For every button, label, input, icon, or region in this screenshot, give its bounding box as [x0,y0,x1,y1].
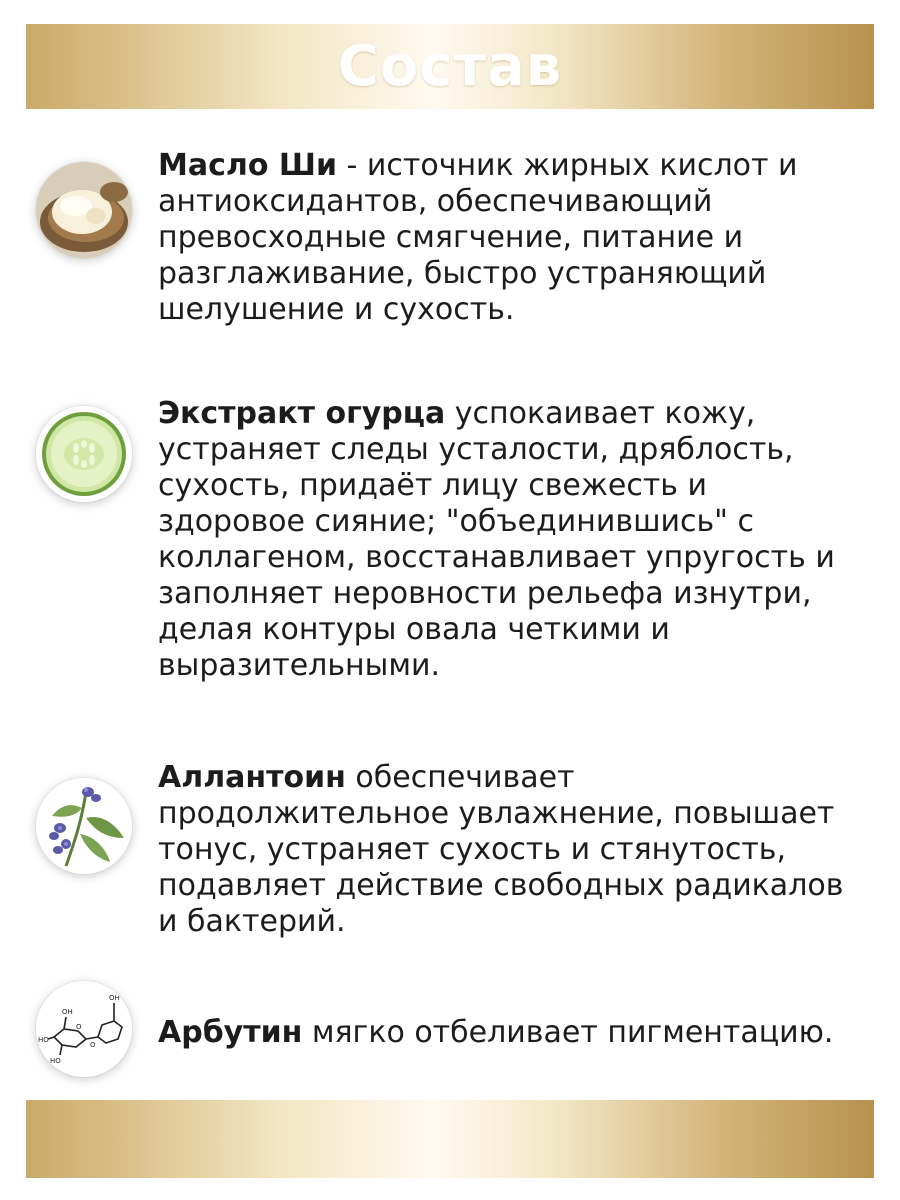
molecule-label-ho-2: HO [50,1057,61,1065]
ingredient-name: Масло Ши [158,148,337,183]
ingredient-text: обеспечивает продолжительное увлажнение, повышает тонус, устраняет сухость и стянутость, подавляет действие свободных радикалов и бактерий. [158,760,844,939]
footer-banner [26,1100,874,1178]
ingredient-text: успокаивает кожу, устраняет следы усталости, дряблость, сухость, придаёт лицу свежесть и здоровое сияние; "объединившись" с коллагеном, восстанавливает упругость и заполняет неровности рельефа изнутри, делая контуры овала четкими и выразительными. [158,396,835,683]
molecule-label-ho: HO [38,1036,49,1044]
shea-butter-icon [36,162,132,258]
ingredient-text: - источник жирных кислот и антиоксидантов, обеспечивающий превосходные смягчение, питание и разглаживание, быстро устраняющий шелушение и сухость. [158,148,798,327]
molecule-label-oh: OH [62,1008,73,1016]
arbutin-molecule-icon [36,981,132,1077]
ingredient-description [158,148,858,328]
molecule-label-o-ring: O [76,1023,82,1031]
ingredient-arbutin [36,994,866,1077]
cucumber-slice-icon [36,406,132,502]
molecule-label-oh-top: OH [109,994,120,1002]
molecule-label-o-link: O [90,1041,96,1049]
ingredient-description [158,760,858,940]
ingredient-shea-butter [36,148,866,328]
ingredient-description [158,1015,858,1051]
ingredient-name: Аллантоин [158,760,346,795]
comfrey-flower-icon [36,778,132,874]
header-banner [26,24,874,109]
ingredient-text: мягко отбеливает пигментацию. [302,1015,834,1050]
ingredient-name: Арбутин [158,1015,303,1050]
ingredient-cucumber-extract [36,396,866,684]
ingredient-allantoin [36,760,866,940]
ingredient-description [158,396,858,684]
page-title: Состав [337,34,563,99]
ingredient-name: Экстракт огурца [158,396,446,431]
